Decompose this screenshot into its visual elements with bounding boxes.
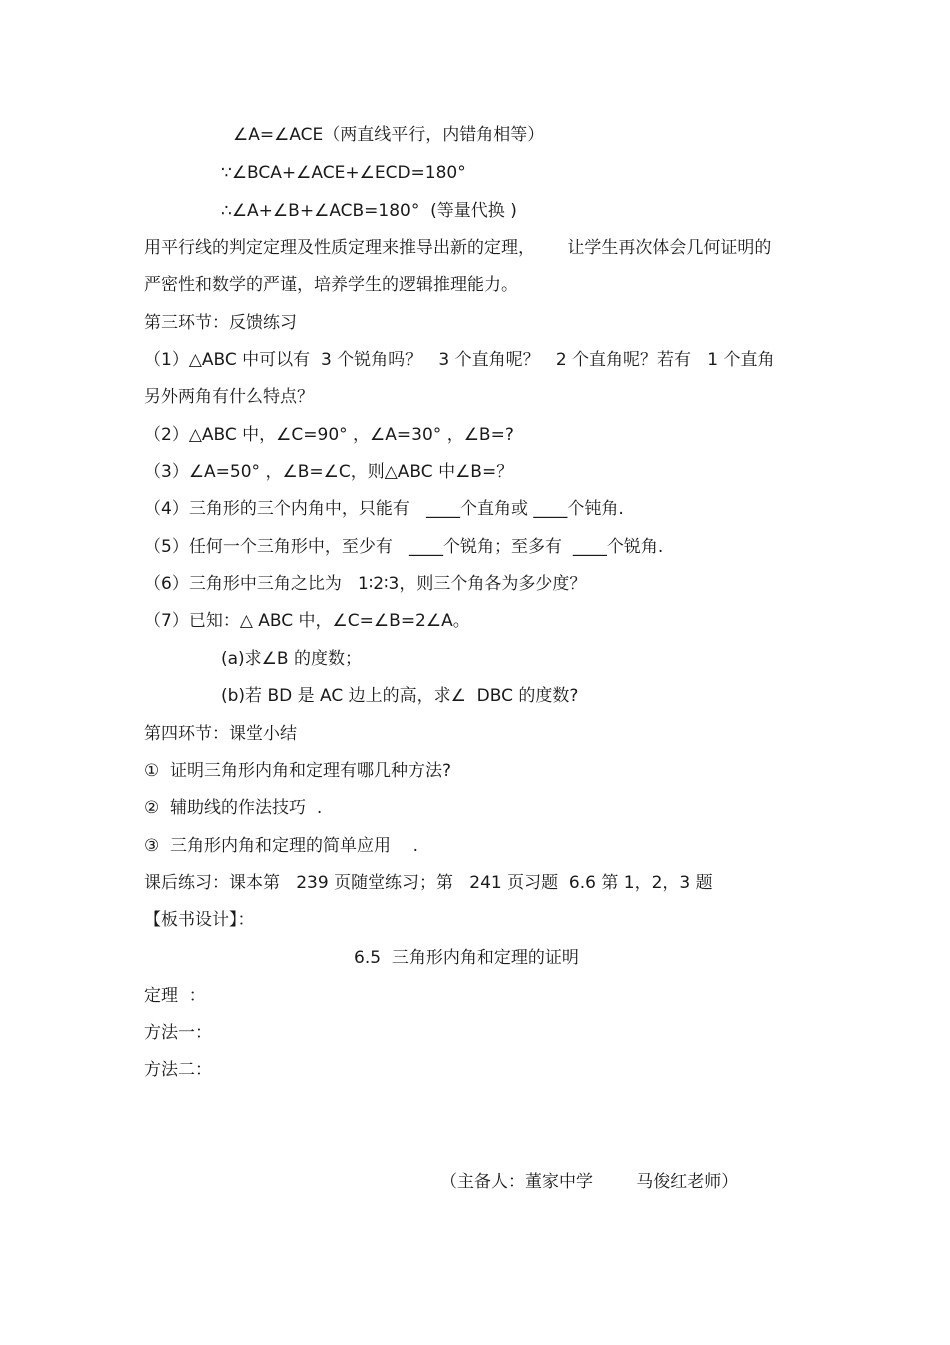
exercise-item: （7）已知：△ ABC 中，∠C=∠B=2∠A。 [144,611,470,631]
exercise-subitem: (a)求∠B 的度数； [221,649,362,669]
paragraph-line: 用平行线的判定定理及性质定理来推导出新的定理， 让学生再次体会几何证明的 [144,238,772,258]
proof-step-because: ∵∠BCA+∠ACE+∠ECD=180° [221,163,466,183]
board-item: 定理 ： [144,986,206,1006]
proof-step-alternate-angles: ∠A=∠ACE（两直线平行，内错角相等） [233,125,545,145]
exercise-subitem: (b)若 BD 是 AC 边上的高，求∠ DBC 的度数? [221,686,579,706]
exercise-item: （5）任何一个三角形中，至少有 ____个锐角；至多有 ____个锐角. [144,537,664,557]
summary-item: ③ 三角形内角和定理的简单应用 . [144,836,419,856]
summary-item: ② 辅助线的作法技巧 . [144,798,323,818]
section-heading: 第三环节：反馈练习 [144,313,297,333]
board-item: 方法二： [144,1060,212,1080]
exercise-item: 另外两角有什么特点？ [144,387,314,407]
exercise-item: （2）△ABC 中，∠C=90° ，∠A=30° ，∠B=? [144,425,514,445]
homework-line: 课后练习：课本第 239 页随堂练习；第 241 页习题 6.6 第 1，2，3 题 [144,873,713,893]
board-title: 6.5 三角形内角和定理的证明 [354,948,579,968]
exercise-item: （3）∠A=50° ，∠B=∠C，则△ABC 中∠B=？ [144,462,514,482]
summary-item: ① 证明三角形内角和定理有哪几种方法? [144,761,452,781]
board-design-heading: 【板书设计】： [144,910,255,930]
exercise-item: （4）三角形的三个内角中，只能有 ____个直角或 ____个钝角. [144,499,624,519]
exercise-item: （1）△ABC 中可以有 3 个锐角吗？ 3 个直角呢？ 2 个直角呢？若有 1 个直角 [144,350,775,370]
section-heading: 第四环节：课堂小结 [144,724,297,744]
paragraph-line: 严密性和数学的严谨，培养学生的逻辑推理能力。 [144,275,518,295]
proof-step-therefore: ∴∠A+∠B+∠ACB=180° (等量代换 ) [221,201,517,221]
exercise-item: （6）三角形中三角之比为 1∶2∶3，则三个角各为多少度？ [144,574,587,594]
board-item: 方法一： [144,1023,212,1043]
author-credit: （主备人：董家中学 马俊红老师） [440,1172,739,1192]
